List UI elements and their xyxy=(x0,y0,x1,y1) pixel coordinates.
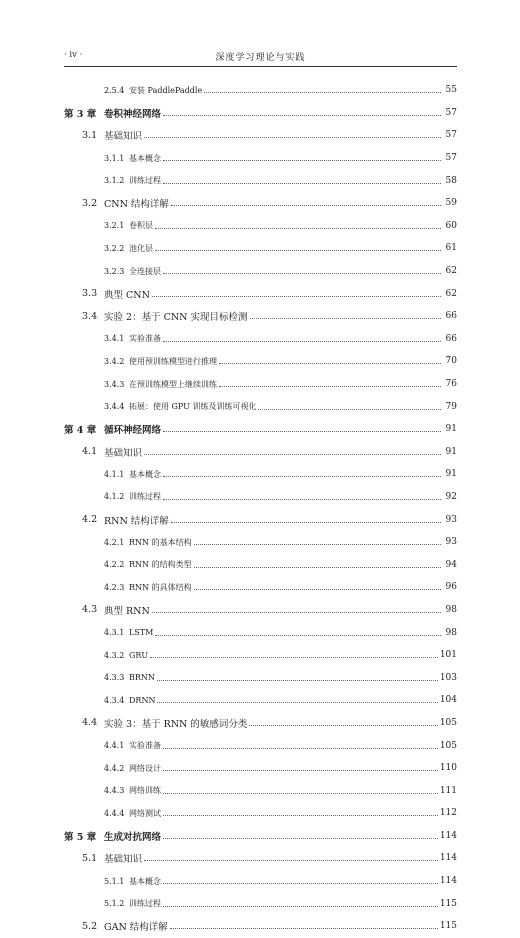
toc-subsection-entry[interactable] xyxy=(64,757,457,780)
toc-entry-title: 生成对抗网络 xyxy=(104,831,162,843)
toc-subsection-entry[interactable] xyxy=(64,576,457,599)
toc-subsection-entry[interactable] xyxy=(64,553,457,576)
toc-entry-title: 池化层 xyxy=(129,243,153,253)
dot-leader xyxy=(163,769,438,771)
toc-subsection-entry[interactable] xyxy=(64,644,457,667)
toc-entry-title: 循环神经网络 xyxy=(104,425,162,437)
dot-leader xyxy=(163,882,438,884)
toc-entry-page: 61 xyxy=(445,243,457,254)
dot-leader xyxy=(163,475,441,477)
page-header xyxy=(64,50,457,66)
dot-leader xyxy=(144,859,438,861)
toc-subsection-entry[interactable] xyxy=(64,486,457,509)
dot-leader xyxy=(194,543,441,545)
toc-entry-title: 基础知识 xyxy=(104,447,143,459)
toc-subsection-entry[interactable] xyxy=(64,237,457,260)
toc-entry-page: 105 xyxy=(439,717,457,728)
toc-entry-page: 93 xyxy=(445,514,457,525)
toc-subsection-entry[interactable] xyxy=(64,802,457,825)
dot-leader xyxy=(157,701,437,703)
toc-subsection-entry[interactable] xyxy=(64,666,457,689)
toc-subsection-entry[interactable] xyxy=(64,147,457,170)
dot-leader xyxy=(163,430,441,432)
toc-entry-page: 105 xyxy=(439,740,457,751)
toc-entry-number: 3.4.4 xyxy=(104,402,125,412)
toc-subsection-entry[interactable] xyxy=(64,215,457,238)
toc-entry-page: 115 xyxy=(439,898,457,909)
toc-entry-number: 3.2.3 xyxy=(104,266,125,276)
dot-leader xyxy=(163,182,441,184)
toc-section-entry[interactable] xyxy=(64,847,457,870)
toc-entry-number: 5.2 xyxy=(82,920,98,932)
dot-leader xyxy=(163,837,438,839)
toc-entry-number: 4.3.1 xyxy=(104,628,125,638)
toc-entry-title: 基础知识 xyxy=(104,131,143,143)
header-rule xyxy=(64,66,457,67)
toc-entry-title: 训练过程 xyxy=(129,899,161,909)
toc-entry-number: 第 3 章 xyxy=(64,108,97,120)
toc-subsection-entry[interactable] xyxy=(64,328,457,351)
dot-leader xyxy=(163,159,441,161)
toc-entry-page: 94 xyxy=(445,559,457,570)
toc-entry-number: 第 5 章 xyxy=(64,831,97,843)
dot-leader xyxy=(163,814,438,816)
toc-subsection-entry[interactable] xyxy=(64,870,457,893)
toc-entry-title: LSTM xyxy=(129,628,154,638)
toc-entry-page: 114 xyxy=(439,853,457,864)
dot-leader xyxy=(163,747,438,749)
toc-entry-title: 卷积层 xyxy=(129,221,153,231)
toc-entry-number: 5.1.2 xyxy=(104,899,125,909)
toc-entry-page: 58 xyxy=(445,175,457,186)
toc-entry-number: 3.1.1 xyxy=(104,153,125,163)
toc-entry-title: 全连接层 xyxy=(129,266,161,276)
dot-leader xyxy=(157,679,438,681)
table-of-contents xyxy=(64,79,457,938)
dot-leader xyxy=(194,566,441,568)
toc-entry-page: 114 xyxy=(439,830,457,841)
toc-entry-page: 115 xyxy=(439,921,457,932)
toc-entry-title: 实验准备 xyxy=(129,741,161,751)
dot-leader xyxy=(258,408,441,410)
dot-leader xyxy=(204,91,441,93)
dot-leader xyxy=(150,656,438,658)
toc-entry-page: 91 xyxy=(445,446,457,457)
dot-leader xyxy=(152,611,441,613)
toc-entry-number: 4.3.2 xyxy=(104,650,125,660)
toc-entry-number: 3.4.2 xyxy=(104,356,125,366)
toc-chapter-entry[interactable] xyxy=(64,418,457,441)
toc-entry-number: 4.2.1 xyxy=(104,537,125,547)
toc-section-entry[interactable] xyxy=(64,599,457,622)
dot-leader xyxy=(163,340,441,342)
dot-leader xyxy=(163,792,438,794)
toc-entry-page: 76 xyxy=(445,379,457,390)
toc-subsection-entry[interactable] xyxy=(64,892,457,915)
toc-entry-number: 3.2.1 xyxy=(104,221,125,231)
toc-entry-number: 4.2 xyxy=(82,514,98,526)
toc-subsection-entry[interactable] xyxy=(64,734,457,757)
toc-section-entry[interactable] xyxy=(64,282,457,305)
dot-leader xyxy=(171,521,441,523)
toc-entry-number: 第 4 章 xyxy=(64,425,97,437)
toc-entry-title: 实验 3：基于 RNN 的敏感词分类 xyxy=(104,718,248,730)
toc-entry-number: 3.1.2 xyxy=(104,176,125,186)
dot-leader xyxy=(171,204,441,206)
toc-entry-title: 典型 CNN xyxy=(104,289,150,301)
toc-entry-title: 训练过程 xyxy=(129,176,161,186)
toc-entry-page: 98 xyxy=(445,604,457,615)
toc-entry-page: 93 xyxy=(445,537,457,548)
toc-subsection-entry[interactable] xyxy=(64,79,457,102)
toc-entry-page: 55 xyxy=(445,85,457,96)
toc-entry-title: RNN 的具体结构 xyxy=(129,582,192,592)
page-number: · iv · xyxy=(64,50,83,60)
toc-subsection-entry[interactable] xyxy=(64,373,457,396)
toc-subsection-entry[interactable] xyxy=(64,463,457,486)
toc-entry-page: 57 xyxy=(445,107,457,118)
toc-entry-page: 66 xyxy=(445,333,457,344)
toc-entry-page: 70 xyxy=(445,356,457,367)
dot-leader xyxy=(163,114,441,116)
toc-entry-page: 79 xyxy=(445,401,457,412)
toc-entry-title: 基本概念 xyxy=(129,876,161,886)
toc-subsection-entry[interactable] xyxy=(64,395,457,418)
toc-entry-page: 101 xyxy=(439,650,457,661)
toc-entry-page: 92 xyxy=(445,491,457,502)
toc-entry-page: 59 xyxy=(445,198,457,209)
toc-entry-page: 91 xyxy=(445,469,457,480)
dot-leader xyxy=(163,498,441,500)
toc-entry-title: DRNN xyxy=(129,695,156,705)
toc-subsection-entry[interactable] xyxy=(64,531,457,554)
toc-entry-page: 110 xyxy=(439,763,457,774)
toc-section-entry[interactable] xyxy=(64,192,457,215)
toc-entry-number: 4.4.2 xyxy=(104,763,125,773)
toc-entry-page: 66 xyxy=(445,311,457,322)
toc-entry-page: 96 xyxy=(445,582,457,593)
dot-leader xyxy=(250,317,442,319)
dot-leader xyxy=(155,227,441,229)
toc-entry-number: 3.1 xyxy=(82,129,98,141)
toc-entry-title: 网络设计 xyxy=(129,763,161,773)
toc-entry-number: 2.5.4 xyxy=(104,85,125,95)
toc-entry-number: 4.1 xyxy=(82,446,98,458)
toc-entry-number: 4.1.1 xyxy=(104,469,125,479)
toc-entry-page: 57 xyxy=(445,153,457,164)
toc-entry-page: 103 xyxy=(439,672,457,683)
dot-leader xyxy=(144,453,441,455)
toc-entry-number: 4.3.3 xyxy=(104,673,125,683)
toc-chapter-entry[interactable] xyxy=(64,102,457,125)
toc-entry-number: 3.4.1 xyxy=(104,334,125,344)
toc-entry-page: 104 xyxy=(439,695,457,706)
toc-entry-number: 3.4.3 xyxy=(104,379,125,389)
toc-subsection-entry[interactable] xyxy=(64,621,457,644)
toc-entry-title: 实验 2：基于 CNN 实现目标检测 xyxy=(104,312,248,324)
toc-entry-title: RNN 结构详解 xyxy=(104,515,169,527)
dot-leader xyxy=(219,385,441,387)
toc-entry-number: 4.2.3 xyxy=(104,582,125,592)
toc-entry-page: 112 xyxy=(439,808,457,819)
dot-leader xyxy=(155,634,441,636)
toc-entry-page: 114 xyxy=(439,876,457,887)
toc-section-entry[interactable] xyxy=(64,508,457,531)
dot-leader xyxy=(144,136,441,138)
toc-entry-number: 3.3 xyxy=(82,288,98,300)
toc-section-entry[interactable] xyxy=(64,124,457,147)
toc-entry-title: CNN 结构详解 xyxy=(104,199,169,211)
toc-entry-title: 基本概念 xyxy=(129,469,161,479)
toc-entry-number: 4.3 xyxy=(82,604,98,616)
dot-leader xyxy=(249,724,437,726)
toc-entry-title: 网络训练 xyxy=(129,786,161,796)
toc-entry-title: 典型 RNN xyxy=(104,605,150,617)
toc-entry-page: 111 xyxy=(439,785,457,796)
toc-entry-title: 基础知识 xyxy=(104,854,143,866)
toc-entry-title: BRNN xyxy=(129,673,155,683)
toc-entry-number: 4.4.1 xyxy=(104,741,125,751)
toc-section-entry[interactable] xyxy=(64,915,457,938)
toc-entry-number: 3.2.2 xyxy=(104,243,125,253)
toc-subsection-entry[interactable] xyxy=(64,689,457,712)
toc-section-entry[interactable] xyxy=(64,441,457,464)
toc-entry-page: 62 xyxy=(445,288,457,299)
toc-entry-page: 62 xyxy=(445,266,457,277)
toc-section-entry[interactable] xyxy=(64,305,457,328)
toc-subsection-entry[interactable] xyxy=(64,779,457,802)
toc-entry-title: 卷积神经网络 xyxy=(104,108,162,120)
toc-entry-number: 4.1.2 xyxy=(104,492,125,502)
toc-entry-title: 实验准备 xyxy=(129,334,161,344)
dot-leader xyxy=(163,905,438,907)
toc-entry-page: 98 xyxy=(445,627,457,638)
toc-chapter-entry[interactable] xyxy=(64,825,457,848)
toc-entry-page: 60 xyxy=(445,220,457,231)
toc-entry-number: 4.3.4 xyxy=(104,695,125,705)
dot-leader xyxy=(170,927,438,929)
toc-subsection-entry[interactable] xyxy=(64,169,457,192)
toc-entry-number: 5.1 xyxy=(82,852,98,864)
toc-entry-title: 安装 PaddlePaddle xyxy=(129,85,203,95)
toc-entry-title: 使用预训练模型进行推理 xyxy=(129,356,217,366)
toc-entry-number: 5.1.1 xyxy=(104,876,125,886)
running-title: 深度学习理论与实践 xyxy=(215,53,306,63)
toc-entry-title: GRU xyxy=(129,650,149,660)
toc-entry-title: GAN 结构详解 xyxy=(104,922,168,934)
toc-entry-page: 91 xyxy=(445,424,457,435)
dot-leader xyxy=(219,362,441,364)
dot-leader xyxy=(155,249,441,251)
toc-entry-title: 拓展：使用 GPU 训练及训练可视化 xyxy=(129,402,257,412)
toc-entry-number: 3.2 xyxy=(82,197,98,209)
toc-entry-number: 4.4 xyxy=(82,717,98,729)
toc-entry-number: 3.4 xyxy=(82,310,98,322)
toc-entry-title: 网络测试 xyxy=(129,808,161,818)
toc-entry-title: 训练过程 xyxy=(129,492,161,502)
toc-subsection-entry[interactable] xyxy=(64,260,457,283)
toc-entry-title: RNN 的基本结构 xyxy=(129,537,192,547)
toc-entry-title: RNN 的结构类型 xyxy=(129,560,192,570)
dot-leader xyxy=(163,272,441,274)
toc-entry-number: 4.2.2 xyxy=(104,560,125,570)
toc-entry-title: 在预训练模型上继续训练 xyxy=(129,379,217,389)
toc-entry-number: 4.4.3 xyxy=(104,786,125,796)
toc-entry-number: 4.4.4 xyxy=(104,808,125,818)
dot-leader xyxy=(194,588,441,590)
toc-subsection-entry[interactable] xyxy=(64,350,457,373)
toc-entry-page: 57 xyxy=(445,130,457,141)
toc-entry-title: 基本概念 xyxy=(129,153,161,163)
dot-leader xyxy=(152,295,441,297)
